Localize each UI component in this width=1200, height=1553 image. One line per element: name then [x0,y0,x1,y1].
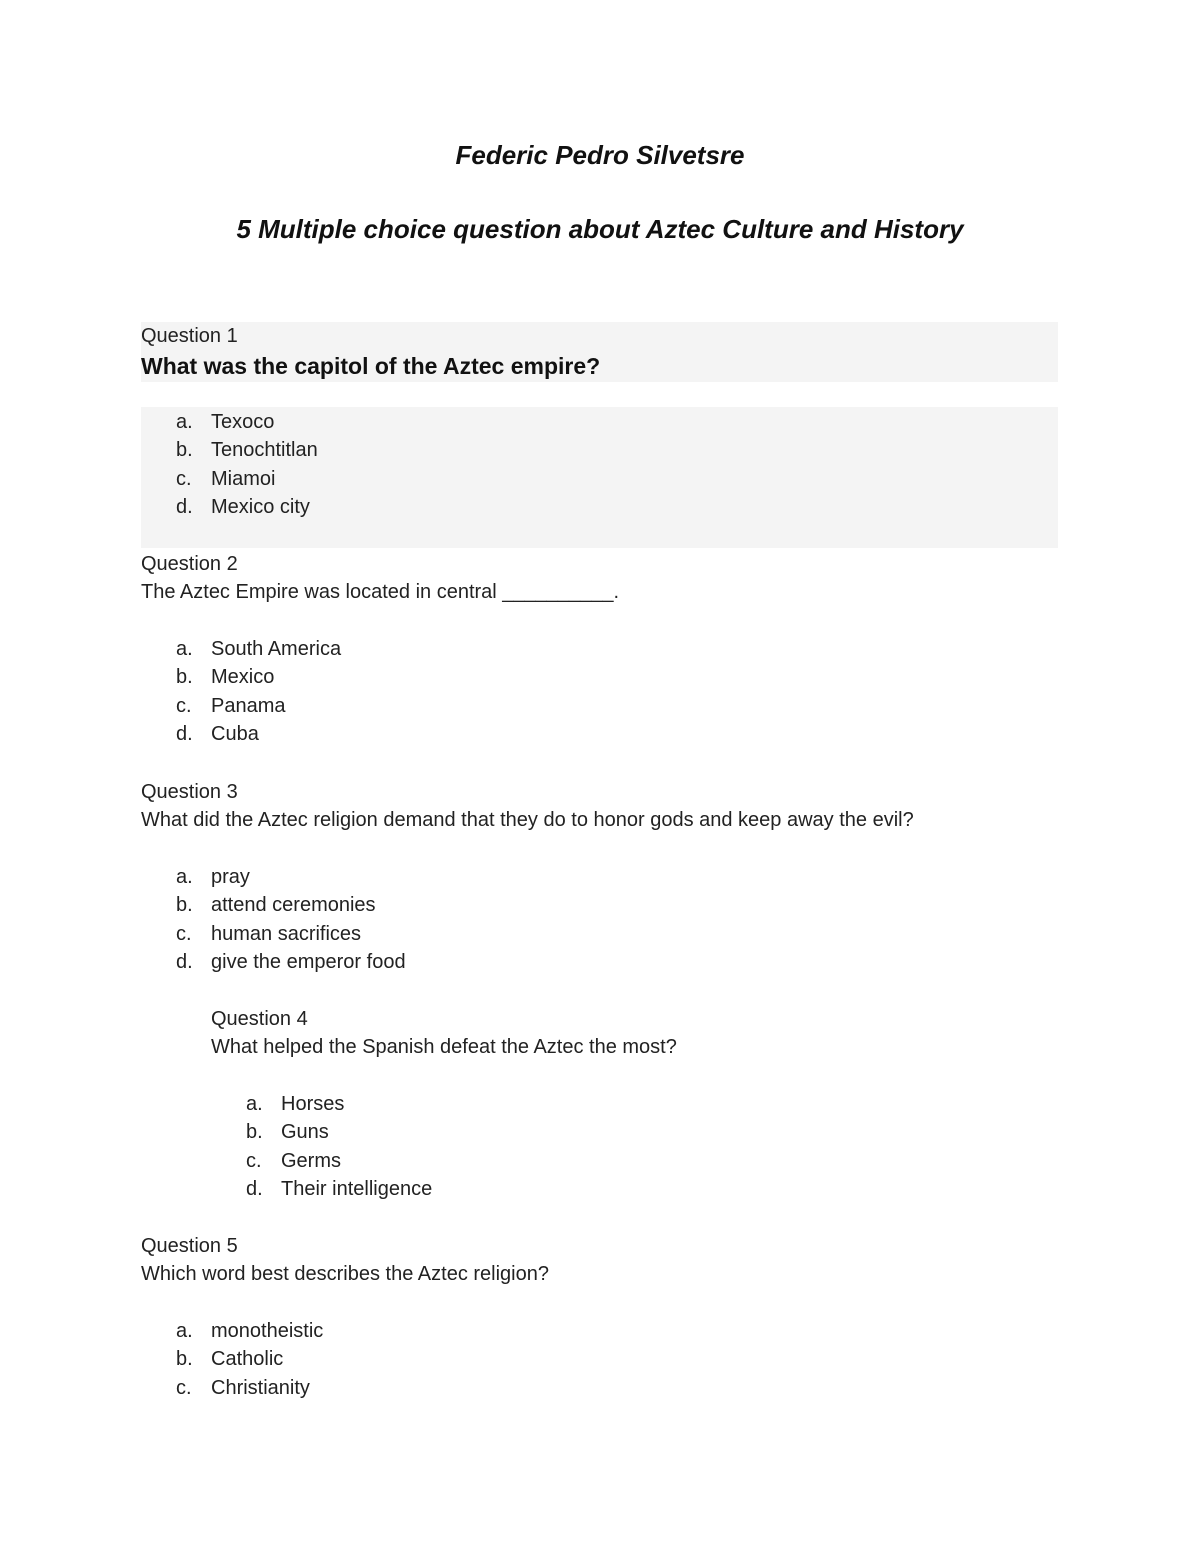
question-1-options [176,408,318,521]
option-text: give the emperor food [211,950,406,973]
question-5 [141,1232,549,1288]
option-text: Germs [281,1149,341,1172]
option-item [176,436,318,464]
option-letter: c. [176,467,192,490]
question-1 [141,322,600,382]
option-letter: d. [246,1177,263,1200]
option-item [176,863,406,891]
document-author: Federic Pedro Silvetsre [455,140,745,170]
question-text: What was the capitol of the Aztec empire? [141,353,601,379]
option-item [176,1374,323,1402]
option-item [176,692,341,720]
question-2-options [176,635,341,748]
question-label: Question 5 [141,1235,238,1257]
option-letter: d. [176,722,193,745]
question-3-options [176,863,406,976]
question-5-options [176,1317,323,1402]
question-4 [211,1005,677,1061]
option-item [176,948,406,976]
option-item [246,1147,432,1175]
option-item [176,1345,323,1373]
question-label: Question 3 [141,781,238,803]
option-text: Their intelligence [281,1177,433,1200]
option-letter: c. [176,922,192,945]
option-text: Texoco [211,411,275,433]
option-letter: a. [176,411,193,433]
option-item [176,920,406,948]
option-text: Cuba [211,722,259,745]
question-text: Which word best describes the Aztec religion? [141,1263,549,1285]
document-title: 5 Multiple choice question about Aztec Culture and History [236,214,964,244]
question-text: The Aztec Empire was located in central __________. [141,581,620,603]
option-text: Mexico [211,666,275,689]
option-item [176,408,318,436]
question-3 [141,778,914,834]
question-2 [141,550,619,606]
option-item [246,1175,432,1203]
option-text: Horses [281,1093,345,1115]
option-item [176,1317,323,1345]
option-letter: b. [176,894,193,917]
option-letter: b. [176,1348,193,1371]
option-text: human sacrifices [211,922,362,945]
option-letter: c. [246,1149,262,1172]
option-text: Catholic [211,1348,284,1371]
question-text: What helped the Spanish defeat the Aztec the most? [211,1036,677,1058]
option-letter: a. [176,638,193,660]
option-text: attend ceremonies [211,894,376,917]
option-text: Christianity [211,1376,310,1399]
option-letter: d. [176,950,193,973]
option-letter: b. [176,666,193,689]
option-letter: a. [176,1320,193,1342]
option-item [176,720,341,748]
option-letter: d. [176,495,193,518]
option-item [176,891,406,919]
option-text: Miamoi [211,467,276,490]
option-item [246,1090,432,1118]
option-item [176,465,318,493]
option-text: monotheistic [211,1320,324,1342]
option-item [246,1118,432,1146]
question-label: Question 1 [141,325,238,347]
option-letter: c. [176,694,192,717]
option-item [176,493,318,521]
question-4-options [246,1090,432,1203]
question-label: Question 4 [211,1008,308,1030]
option-text: Tenochtitlan [211,439,318,462]
option-text: Mexico city [211,495,310,518]
option-letter: b. [246,1121,263,1144]
option-text: pray [211,866,250,888]
option-letter: a. [246,1093,263,1115]
option-letter: c. [176,1376,192,1399]
option-letter: b. [176,439,193,462]
option-item [176,663,341,691]
option-text: Panama [211,694,286,717]
option-text: South America [211,638,342,660]
question-text: What did the Aztec religion demand that they do to honor gods and keep away the evil? [141,809,914,831]
question-label: Question 2 [141,553,238,575]
option-letter: a. [176,866,193,888]
option-text: Guns [281,1121,329,1144]
option-item [176,635,341,663]
